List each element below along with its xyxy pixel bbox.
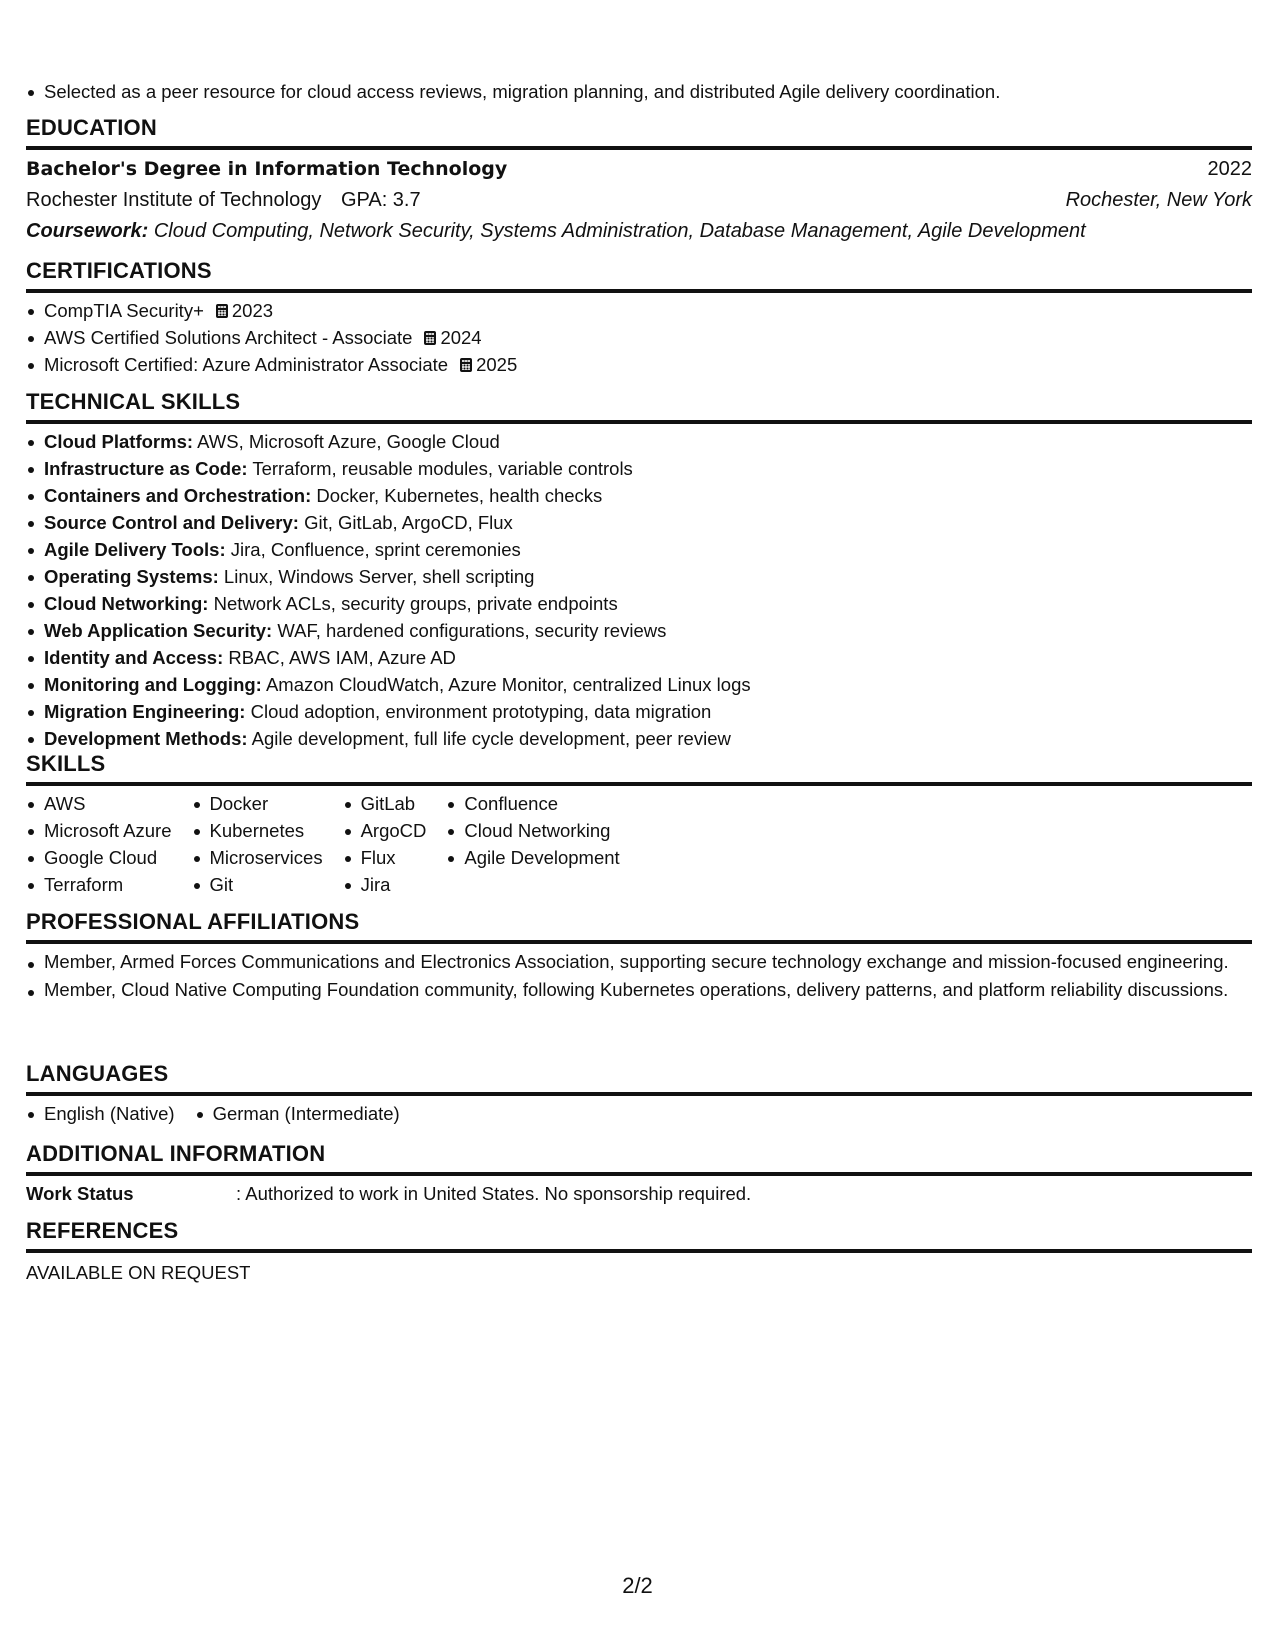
list-item: Google Cloud	[26, 844, 172, 871]
skill-category: Migration Engineering:	[44, 701, 246, 722]
skill-category: Identity and Access:	[44, 647, 224, 668]
list-item	[26, 428, 1252, 455]
list-item: Selected as a peer resource for cloud access reviews, migration planning, and distributed Agile delivery coordination.	[26, 78, 1252, 105]
certifications-section	[26, 257, 1252, 378]
skill-values: Amazon CloudWatch, Azure Monitor, centralized Linux logs	[265, 674, 751, 695]
affiliations-list	[26, 944, 1252, 1002]
skill-values: Cloud adoption, environment prototyping, data migration	[250, 701, 712, 722]
list-item: German (Intermediate)	[195, 1100, 400, 1127]
skills-column	[343, 790, 427, 898]
page-number: 2/2	[622, 1573, 653, 1598]
certification-name: AWS Certified Solutions Architect - Associate	[44, 327, 413, 348]
skill-category: Monitoring and Logging:	[44, 674, 262, 695]
list-item: Cloud Networking	[446, 817, 619, 844]
coursework-list: Cloud Computing, Network Security, Systems Administration, Database Management, Agile Development	[153, 220, 1086, 242]
institution-location: Rochester, New York	[1065, 189, 1252, 211]
certification-year: 2025	[476, 354, 518, 375]
skill-values: Agile development, full life cycle development, peer review	[251, 728, 731, 749]
section-title: EDUCATION	[26, 114, 1252, 150]
institution-name: Rochester Institute of Technology	[26, 189, 322, 211]
graduation-year: 2022	[1207, 158, 1252, 180]
list-item: Member, Armed Forces Communications and Electronics Association, supporting secure technology exchange and mission-focused engineering.	[26, 950, 1252, 974]
list-item: English (Native)	[26, 1100, 175, 1127]
skill-values: Jira, Confluence, sprint ceremonies	[230, 539, 521, 560]
degree-row	[26, 154, 1252, 185]
list-item: Microsoft Azure	[26, 817, 172, 844]
certification-name: CompTIA Security+	[44, 300, 204, 321]
section-title: SKILLS	[26, 750, 1252, 786]
skills-column	[446, 790, 619, 898]
list-item: Kubernetes	[192, 817, 323, 844]
certification-year: 2023	[231, 300, 274, 321]
technical-skills-section	[26, 388, 1252, 752]
skill-category: Development Methods:	[44, 728, 248, 749]
skill-values: WAF, hardened configurations, security reviews	[277, 620, 667, 641]
languages-list	[26, 1100, 175, 1127]
calendar-icon	[216, 304, 228, 318]
skills-section	[26, 750, 1252, 898]
skill-category: Agile Delivery Tools:	[44, 539, 226, 560]
coursework	[26, 216, 1252, 247]
certification-name: Microsoft Certified: Azure Administrator Associate	[44, 354, 449, 375]
list-item: Member, Cloud Native Computing Foundation community, following Kubernetes operations, delivery patterns, and platform reliability discussions.	[26, 978, 1252, 1002]
skill-category: Source Control and Delivery:	[44, 512, 299, 533]
list-item: Microservices	[192, 844, 323, 871]
list-item	[26, 590, 1252, 617]
work-status-row	[26, 1176, 1252, 1207]
list-item: Confluence	[446, 790, 619, 817]
affiliations-section	[26, 908, 1252, 1002]
list-item	[26, 617, 1252, 644]
work-status-value: : Authorized to work in United States. No sponsorship required.	[236, 1183, 752, 1204]
education-section	[26, 114, 1252, 247]
work-status-label: Work Status	[26, 1183, 134, 1204]
degree-name: Bachelor's Degree in Information Technology	[26, 158, 508, 180]
list-item: Git	[192, 871, 323, 898]
list-item	[26, 563, 1252, 590]
list-item	[26, 324, 1252, 351]
list-item: Terraform	[26, 871, 172, 898]
institution-row	[26, 185, 1252, 216]
skill-category: Operating Systems:	[44, 566, 219, 587]
list-item	[26, 698, 1252, 725]
section-title: PROFESSIONAL AFFILIATIONS	[26, 908, 1252, 944]
certification-year: 2024	[440, 327, 482, 348]
section-title: ADDITIONAL INFORMATION	[26, 1140, 1252, 1176]
list-item: GitLab	[343, 790, 427, 817]
coursework-label: Coursework:	[26, 220, 149, 242]
skill-category: Containers and Orchestration:	[44, 485, 312, 506]
list-item	[26, 351, 1252, 378]
list-item	[26, 509, 1252, 536]
certifications-list	[26, 293, 1252, 378]
skill-category: Cloud Networking:	[44, 593, 209, 614]
list-item	[26, 671, 1252, 698]
skill-category: Cloud Platforms:	[44, 431, 194, 452]
skill-values: Linux, Windows Server, shell scripting	[223, 566, 535, 587]
list-item	[26, 725, 1252, 752]
section-title: REFERENCES	[26, 1217, 1252, 1253]
experience-continuation-list	[26, 78, 1252, 105]
skill-values: Network ACLs, security groups, private endpoints	[213, 593, 618, 614]
list-item: AWS	[26, 790, 172, 817]
languages-row	[26, 1096, 1252, 1127]
list-item	[26, 536, 1252, 563]
section-title: CERTIFICATIONS	[26, 257, 1252, 293]
list-item: Agile Development	[446, 844, 619, 871]
references-section	[26, 1217, 1252, 1286]
additional-info-section	[26, 1140, 1252, 1207]
list-item: Jira	[343, 871, 427, 898]
list-item	[26, 297, 1252, 324]
skills-column	[192, 790, 323, 898]
skills-columns	[26, 786, 1252, 898]
skill-values: Docker, Kubernetes, health checks	[316, 485, 603, 506]
list-item	[26, 644, 1252, 671]
list-item: ArgoCD	[343, 817, 427, 844]
list-item	[26, 482, 1252, 509]
skill-category: Infrastructure as Code:	[44, 458, 248, 479]
languages-section	[26, 1060, 1252, 1127]
skill-values: AWS, Microsoft Azure, Google Cloud	[197, 431, 500, 452]
list-item: Flux	[343, 844, 427, 871]
languages-list	[195, 1100, 400, 1127]
references-text: AVAILABLE ON REQUEST	[26, 1262, 251, 1283]
calendar-icon	[424, 331, 436, 345]
skills-column	[26, 790, 172, 898]
list-item: Docker	[192, 790, 323, 817]
skill-values: Git, GitLab, ArgoCD, Flux	[304, 512, 513, 533]
section-title: LANGUAGES	[26, 1060, 1252, 1096]
list-item	[26, 455, 1252, 482]
technical-skills-list	[26, 424, 1252, 752]
skill-category: Web Application Security:	[44, 620, 273, 641]
section-title: TECHNICAL SKILLS	[26, 388, 1252, 424]
skill-values: Terraform, reusable modules, variable controls	[252, 458, 633, 479]
skill-values: RBAC, AWS IAM, Azure AD	[228, 647, 456, 668]
calendar-icon	[460, 358, 472, 372]
gpa: GPA: 3.7	[340, 189, 421, 211]
